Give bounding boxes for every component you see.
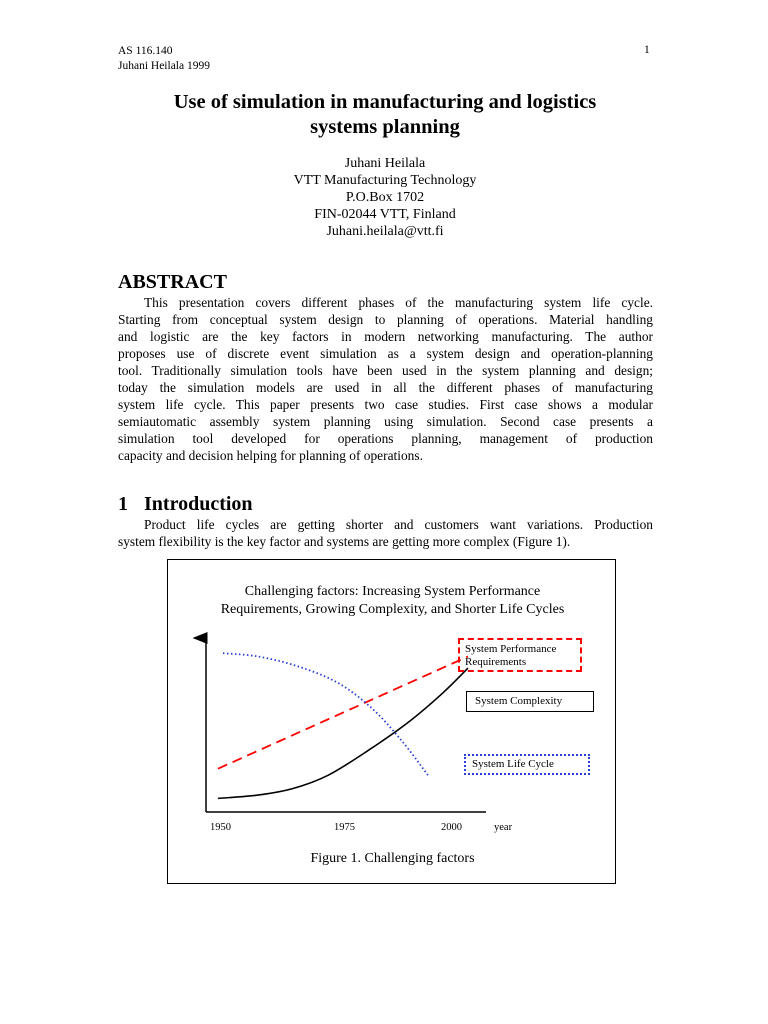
figure-caption: Figure 1. Challenging factors xyxy=(310,851,475,866)
legend-complexity xyxy=(466,691,594,712)
series-performance-line xyxy=(218,657,468,769)
abstract-line: tool. Traditionally simulation tools have been used in the system planning and design; xyxy=(118,363,653,378)
legend-performance-line-1: System Performance xyxy=(465,643,557,655)
series-layer xyxy=(218,653,468,798)
author-email: Juhani.heilala@vtt.fi xyxy=(326,224,444,239)
paper-title xyxy=(118,90,652,140)
figure-1 xyxy=(167,559,616,884)
title-line-1: Use of simulation in manufacturing and logistics xyxy=(173,91,597,113)
chart-title-line-1: Challenging factors: Increasing System Performance xyxy=(244,584,541,599)
legend-complexity-label: System Complexity xyxy=(475,695,563,707)
abstract-line: proposes use of discrete event simulation as a system design and operation-planning xyxy=(118,346,653,361)
chart-title-line-2: Requirements, Growing Complexity, and Shorter Life Cycles xyxy=(220,602,565,617)
legend-life-cycle xyxy=(464,754,590,775)
abstract-line: today the simulation models are used in all the different phases of manufacturing xyxy=(118,380,653,395)
abstract-line: and logistic are the key factors in modern networking manufacturing. The author xyxy=(118,329,653,344)
introduction-line: system flexibility is the key factor and systems are getting more complex (Figure 1). xyxy=(118,534,571,549)
abstract-body xyxy=(118,294,653,464)
introduction-line: Product life cycles are getting shorter and customers want variations. Production xyxy=(144,517,653,532)
abstract-heading: ABSTRACT xyxy=(118,271,227,293)
header-author-year: Juhani Heilala 1999 xyxy=(118,60,210,72)
x-tick-label: 1975 xyxy=(334,822,355,833)
series-life-cycle-line xyxy=(223,653,428,775)
legend-life-cycle-label: System Life Cycle xyxy=(472,758,554,770)
x-axis-label: year xyxy=(494,822,513,833)
introduction-body xyxy=(118,516,653,550)
author-name: Juhani Heilala xyxy=(344,156,426,171)
abstract-line: This presentation covers different phases of the manufacturing system life cycle. xyxy=(144,295,653,310)
abstract-line: system life cycle. This paper presents two case studies. First case shows a modular xyxy=(118,397,653,412)
page-number: 1 xyxy=(644,44,650,56)
author-affiliation: VTT Manufacturing Technology xyxy=(293,173,477,188)
author-city: FIN-02044 VTT, Finland xyxy=(314,207,456,222)
course-code: AS 116.140 xyxy=(118,45,173,57)
x-tick-label: 2000 xyxy=(441,822,462,833)
abstract-line: semiautomatic assembly system planning using simulation. Second case presents a xyxy=(118,414,653,429)
section-number: 1 xyxy=(118,493,128,515)
abstract-line: simulation tool developed for operations planning, management of production xyxy=(118,431,653,446)
author-block xyxy=(118,155,652,240)
title-line-2: systems planning xyxy=(310,116,460,138)
chart-canvas xyxy=(168,560,617,885)
abstract-line: Starting from conceptual system design to planning of operations. Material handling xyxy=(118,312,653,327)
author-po-box: P.O.Box 1702 xyxy=(345,190,425,205)
legend-performance-line-2: Requirements xyxy=(465,656,527,668)
section-heading-introduction xyxy=(118,493,253,516)
x-tick-label: 1950 xyxy=(210,822,231,833)
running-header xyxy=(118,44,210,74)
section-title: Introduction xyxy=(144,493,253,515)
series-complexity-line xyxy=(218,668,468,798)
legend-performance xyxy=(458,638,582,672)
abstract-line: capacity and decision helping for planning of operations. xyxy=(118,448,423,463)
